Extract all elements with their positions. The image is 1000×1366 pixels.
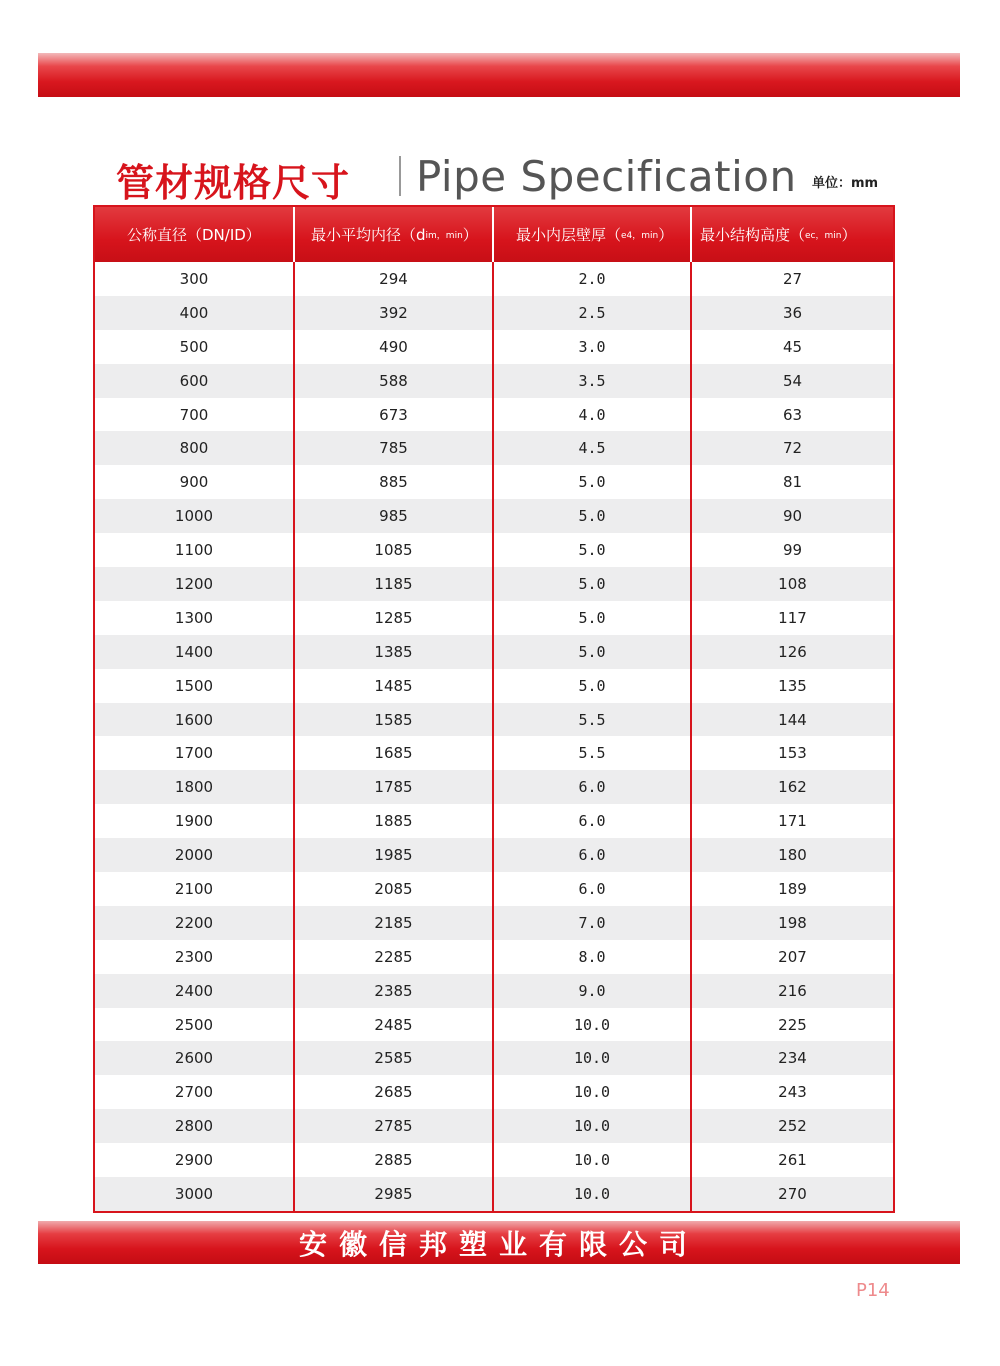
cell-min-inner-diameter: 1585: [295, 703, 494, 737]
cell-min-wall-thickness: 2.5: [494, 296, 692, 330]
cell-min-inner-diameter: 1785: [295, 770, 494, 804]
cell-nominal-diameter: 1700: [95, 736, 295, 770]
cell-nominal-diameter: 3000: [95, 1177, 295, 1211]
cell-nominal-diameter: 2000: [95, 838, 295, 872]
cell-min-wall-thickness: 10.0: [494, 1041, 692, 1075]
cell-min-wall-thickness: 5.0: [494, 669, 692, 703]
cell-nominal-diameter: 2200: [95, 906, 295, 940]
cell-nominal-diameter: 1300: [95, 601, 295, 635]
table-row: [95, 804, 893, 838]
table-row: [95, 770, 893, 804]
table-row: [95, 330, 893, 364]
header-label: 公称直径（DN/ID）: [127, 226, 261, 244]
table-row: [95, 736, 893, 770]
cell-nominal-diameter: 1900: [95, 804, 295, 838]
cell-min-wall-thickness: 5.0: [494, 567, 692, 601]
cell-min-structure-height: 90: [782, 507, 803, 526]
cell-min-wall-thickness: 3.0: [494, 330, 692, 364]
cell-min-inner-diameter: 673: [295, 398, 494, 432]
cell-min-inner-diameter: 2985: [295, 1177, 494, 1211]
cell-min-structure-height: 63: [782, 405, 803, 424]
cell-min-wall-thickness: 5.0: [494, 635, 692, 669]
header-close-paren: ）: [841, 226, 857, 244]
table-row: [95, 465, 893, 499]
cell-nominal-diameter: 2900: [95, 1143, 295, 1177]
cell-nominal-diameter: 900: [95, 465, 295, 499]
cell-min-inner-diameter: 2885: [295, 1143, 494, 1177]
cell-min-structure-height: 261: [778, 1151, 807, 1170]
cell-nominal-diameter: 2100: [95, 872, 295, 906]
spec-table: [93, 205, 895, 1213]
cell-min-wall-thickness: 10.0: [494, 1177, 692, 1211]
cell-min-inner-diameter: 885: [295, 465, 494, 499]
cell-min-inner-diameter: 1085: [295, 533, 494, 567]
cell-min-inner-diameter: 2285: [295, 940, 494, 974]
header-subscript: im，min: [425, 231, 463, 241]
cell-min-wall-thickness: 5.5: [494, 736, 692, 770]
cell-min-structure-height: 207: [778, 947, 807, 966]
page-title-cn: 管材规格尺寸: [116, 161, 351, 205]
cell-min-structure-height: 36: [782, 303, 803, 322]
cell-min-structure-height: 270: [778, 1184, 807, 1203]
cell-min-structure-height: 162: [778, 778, 807, 797]
page-title-row: [116, 150, 886, 205]
cell-nominal-diameter: 1800: [95, 770, 295, 804]
cell-min-inner-diameter: 1885: [295, 804, 494, 838]
table-row: [95, 703, 893, 737]
header-label: 最小平均内径（d: [311, 226, 426, 244]
cell-min-structure-height: 81: [782, 473, 803, 492]
cell-min-inner-diameter: 2785: [295, 1109, 494, 1143]
cell-min-wall-thickness: 10.0: [494, 1008, 692, 1042]
cell-min-wall-thickness: 10.0: [494, 1075, 692, 1109]
cell-min-inner-diameter: 785: [295, 431, 494, 465]
cell-min-wall-thickness: 6.0: [494, 770, 692, 804]
header-subscript: e4，min: [621, 231, 659, 241]
cell-min-structure-height: 126: [778, 642, 807, 661]
page-number: P14: [856, 1280, 890, 1301]
cell-min-structure-height: 180: [778, 846, 807, 865]
header-min-inner-diameter: [295, 207, 494, 262]
table-row: [95, 1008, 893, 1042]
table-row: [95, 499, 893, 533]
cell-nominal-diameter: 2800: [95, 1109, 295, 1143]
cell-min-wall-thickness: 4.0: [494, 398, 692, 432]
cell-min-structure-height: 144: [778, 710, 807, 729]
cell-min-inner-diameter: 985: [295, 499, 494, 533]
company-name: 安徽信邦塑业有限公司: [298, 1227, 699, 1261]
header-close-paren: ）: [462, 226, 478, 244]
cell-min-inner-diameter: 1685: [295, 736, 494, 770]
table-row: [95, 1075, 893, 1109]
table-row: [95, 974, 893, 1008]
table-row: [95, 567, 893, 601]
unit-label: 单位：mm: [812, 176, 879, 191]
cell-nominal-diameter: 2500: [95, 1008, 295, 1042]
cell-min-wall-thickness: 10.0: [494, 1109, 692, 1143]
cell-min-structure-height: 171: [778, 812, 807, 831]
table-row: [95, 364, 893, 398]
cell-min-wall-thickness: 5.0: [494, 465, 692, 499]
table-row: [95, 635, 893, 669]
table-row: [95, 872, 893, 906]
page-title-en: Pipe Specification: [416, 152, 797, 201]
header-subscript: ec，min: [805, 231, 842, 241]
cell-min-wall-thickness: 7.0: [494, 906, 692, 940]
cell-min-wall-thickness: 5.5: [494, 703, 692, 737]
cell-min-inner-diameter: 1185: [295, 567, 494, 601]
cell-min-structure-height: 243: [778, 1083, 807, 1102]
table-row: [95, 1177, 893, 1211]
table-header-row: [95, 207, 893, 262]
cell-min-wall-thickness: 5.0: [494, 601, 692, 635]
cell-min-inner-diameter: 294: [295, 262, 494, 296]
cell-nominal-diameter: 2300: [95, 940, 295, 974]
table-row: [95, 940, 893, 974]
cell-nominal-diameter: 1600: [95, 703, 295, 737]
cell-min-inner-diameter: 2185: [295, 906, 494, 940]
table-row: [95, 1041, 893, 1075]
top-decorative-band: [38, 53, 960, 97]
header-close-paren: ）: [658, 226, 674, 244]
cell-min-structure-height: 99: [782, 541, 803, 560]
cell-nominal-diameter: 300: [95, 262, 295, 296]
table-row: [95, 1143, 893, 1177]
header-min-structure-height: [692, 207, 893, 262]
cell-nominal-diameter: 700: [95, 398, 295, 432]
cell-min-inner-diameter: 490: [295, 330, 494, 364]
cell-min-wall-thickness: 3.5: [494, 364, 692, 398]
table-row: [95, 431, 893, 465]
cell-min-structure-height: 72: [782, 439, 803, 458]
cell-min-wall-thickness: 2.0: [494, 262, 692, 296]
table-row: [95, 262, 893, 296]
cell-min-wall-thickness: 6.0: [494, 872, 692, 906]
cell-min-structure-height: 198: [778, 913, 807, 932]
cell-min-wall-thickness: 9.0: [494, 974, 692, 1008]
cell-nominal-diameter: 1400: [95, 635, 295, 669]
cell-nominal-diameter: 400: [95, 296, 295, 330]
cell-min-structure-height: 252: [778, 1117, 807, 1136]
cell-min-structure-height: 117: [778, 608, 807, 627]
cell-min-structure-height: 225: [778, 1015, 807, 1034]
cell-min-inner-diameter: 392: [295, 296, 494, 330]
cell-min-structure-height: 45: [782, 337, 803, 356]
table-row: [95, 1109, 893, 1143]
cell-min-inner-diameter: 2585: [295, 1041, 494, 1075]
cell-min-wall-thickness: 5.0: [494, 533, 692, 567]
table-body: [95, 262, 893, 1211]
title-separator: [399, 156, 401, 196]
table-row: [95, 296, 893, 330]
cell-min-structure-height: 153: [778, 744, 807, 763]
cell-nominal-diameter: 1500: [95, 669, 295, 703]
header-label: 最小内层壁厚（: [516, 226, 622, 244]
cell-nominal-diameter: 2700: [95, 1075, 295, 1109]
cell-min-wall-thickness: 10.0: [494, 1143, 692, 1177]
cell-nominal-diameter: 2600: [95, 1041, 295, 1075]
cell-min-inner-diameter: 2485: [295, 1008, 494, 1042]
cell-min-wall-thickness: 5.0: [494, 499, 692, 533]
cell-min-wall-thickness: 6.0: [494, 804, 692, 838]
table-row: [95, 838, 893, 872]
header-label: 最小结构高度（: [700, 226, 806, 244]
cell-min-inner-diameter: 1985: [295, 838, 494, 872]
cell-nominal-diameter: 800: [95, 431, 295, 465]
cell-nominal-diameter: 2400: [95, 974, 295, 1008]
header-nominal-diameter: [95, 207, 295, 262]
cell-min-structure-height: 135: [778, 676, 807, 695]
cell-min-wall-thickness: 8.0: [494, 940, 692, 974]
cell-min-inner-diameter: 1485: [295, 669, 494, 703]
table-row: [95, 601, 893, 635]
cell-nominal-diameter: 500: [95, 330, 295, 364]
header-min-wall-thickness: [494, 207, 692, 262]
cell-min-wall-thickness: 4.5: [494, 431, 692, 465]
cell-min-inner-diameter: 2085: [295, 872, 494, 906]
cell-min-inner-diameter: 1385: [295, 635, 494, 669]
cell-min-structure-height: 234: [778, 1049, 807, 1068]
cell-nominal-diameter: 1000: [95, 499, 295, 533]
cell-min-structure-height: 189: [778, 879, 807, 898]
cell-min-structure-height: 54: [782, 371, 803, 390]
cell-min-structure-height: 216: [778, 981, 807, 1000]
cell-min-wall-thickness: 6.0: [494, 838, 692, 872]
cell-min-inner-diameter: 588: [295, 364, 494, 398]
cell-nominal-diameter: 1100: [95, 533, 295, 567]
cell-min-inner-diameter: 2385: [295, 974, 494, 1008]
table-row: [95, 906, 893, 940]
table-row: [95, 669, 893, 703]
bottom-band: [38, 1221, 960, 1264]
cell-min-inner-diameter: 2685: [295, 1075, 494, 1109]
cell-min-inner-diameter: 1285: [295, 601, 494, 635]
cell-nominal-diameter: 600: [95, 364, 295, 398]
table-row: [95, 533, 893, 567]
cell-nominal-diameter: 1200: [95, 567, 295, 601]
table-row: [95, 398, 893, 432]
cell-min-structure-height: 27: [782, 269, 803, 288]
cell-min-structure-height: 108: [778, 574, 807, 593]
